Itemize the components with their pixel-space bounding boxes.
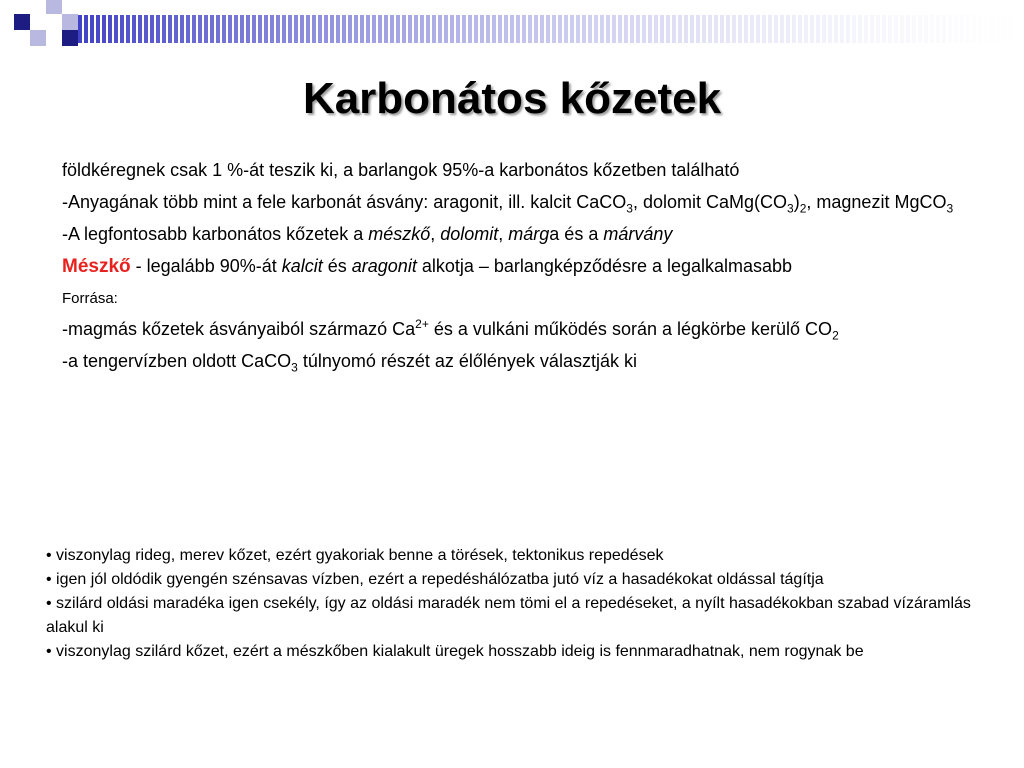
header-gradient-fade [78, 15, 1024, 43]
para-source-heading: Forrása: [62, 290, 118, 307]
bullet-item: • viszonylag szilárd kőzet, ezért a mészkőben kialakult üregek hosszabb ideig is fennmaradhatnak, nem rogynak be [46, 643, 864, 660]
bullet-item: • igen jól oldódik gyengén szénsavas vízben, ezért a repedéshálózatba jutó víz a hasadékokat oldással tágítja [46, 571, 824, 588]
corner-square-4 [30, 30, 46, 46]
bullet-item: • szilárd oldási maradéka igen csekély, így az oldási maradék nem tömi el a repedéseket, a nyílt hasadékokban szabad vízáramlás alakul ki [46, 595, 971, 636]
para-share: földkéregnek csak 1 %-át teszik ki, a barlangok 95%-a karbonátos kőzetben található [62, 160, 740, 180]
slide-title: Karbonátos kőzetek [302, 74, 722, 123]
property-bullets [46, 544, 976, 664]
corner-square-2 [46, 0, 62, 14]
para-composition: -Anyagának több mint a fele karbonát ásvány: aragonit, ill. kalcit CaCO$_3$, dolomit $CaMg(CO_3)_2$, magnezit MgCO$_3$ [62, 192, 954, 216]
slide-body [62, 158, 962, 381]
corner-square-5 [62, 30, 78, 46]
limestone-label: Mészkő [62, 256, 131, 277]
para-source-magma: -magmás kőzetek ásványaiból származó $Ca^{2+}$ és a vulkáni működés során a légkörbe kerülő $CO_2$ [62, 317, 839, 343]
corner-square-1 [14, 14, 30, 30]
para-limestone: Mészkő - legalább 90%-át kalcit és aragonit alkotja – barlangképződésre a legalkalmasabb [62, 256, 793, 277]
bullet-item: • viszonylag rideg, merev kőzet, ezért gyakoriak benne a törések, tektonikus repedések [46, 547, 664, 564]
corner-square-3 [62, 14, 78, 30]
para-source-sea: -a tengervízben oldott CaCO$_3$ túlnyomó részét az élőlények választják ki [62, 351, 637, 375]
para-main-rocks: -A legfontosabb karbonátos kőzetek a mészkő, dolomit, márga és a márvány [62, 224, 673, 244]
